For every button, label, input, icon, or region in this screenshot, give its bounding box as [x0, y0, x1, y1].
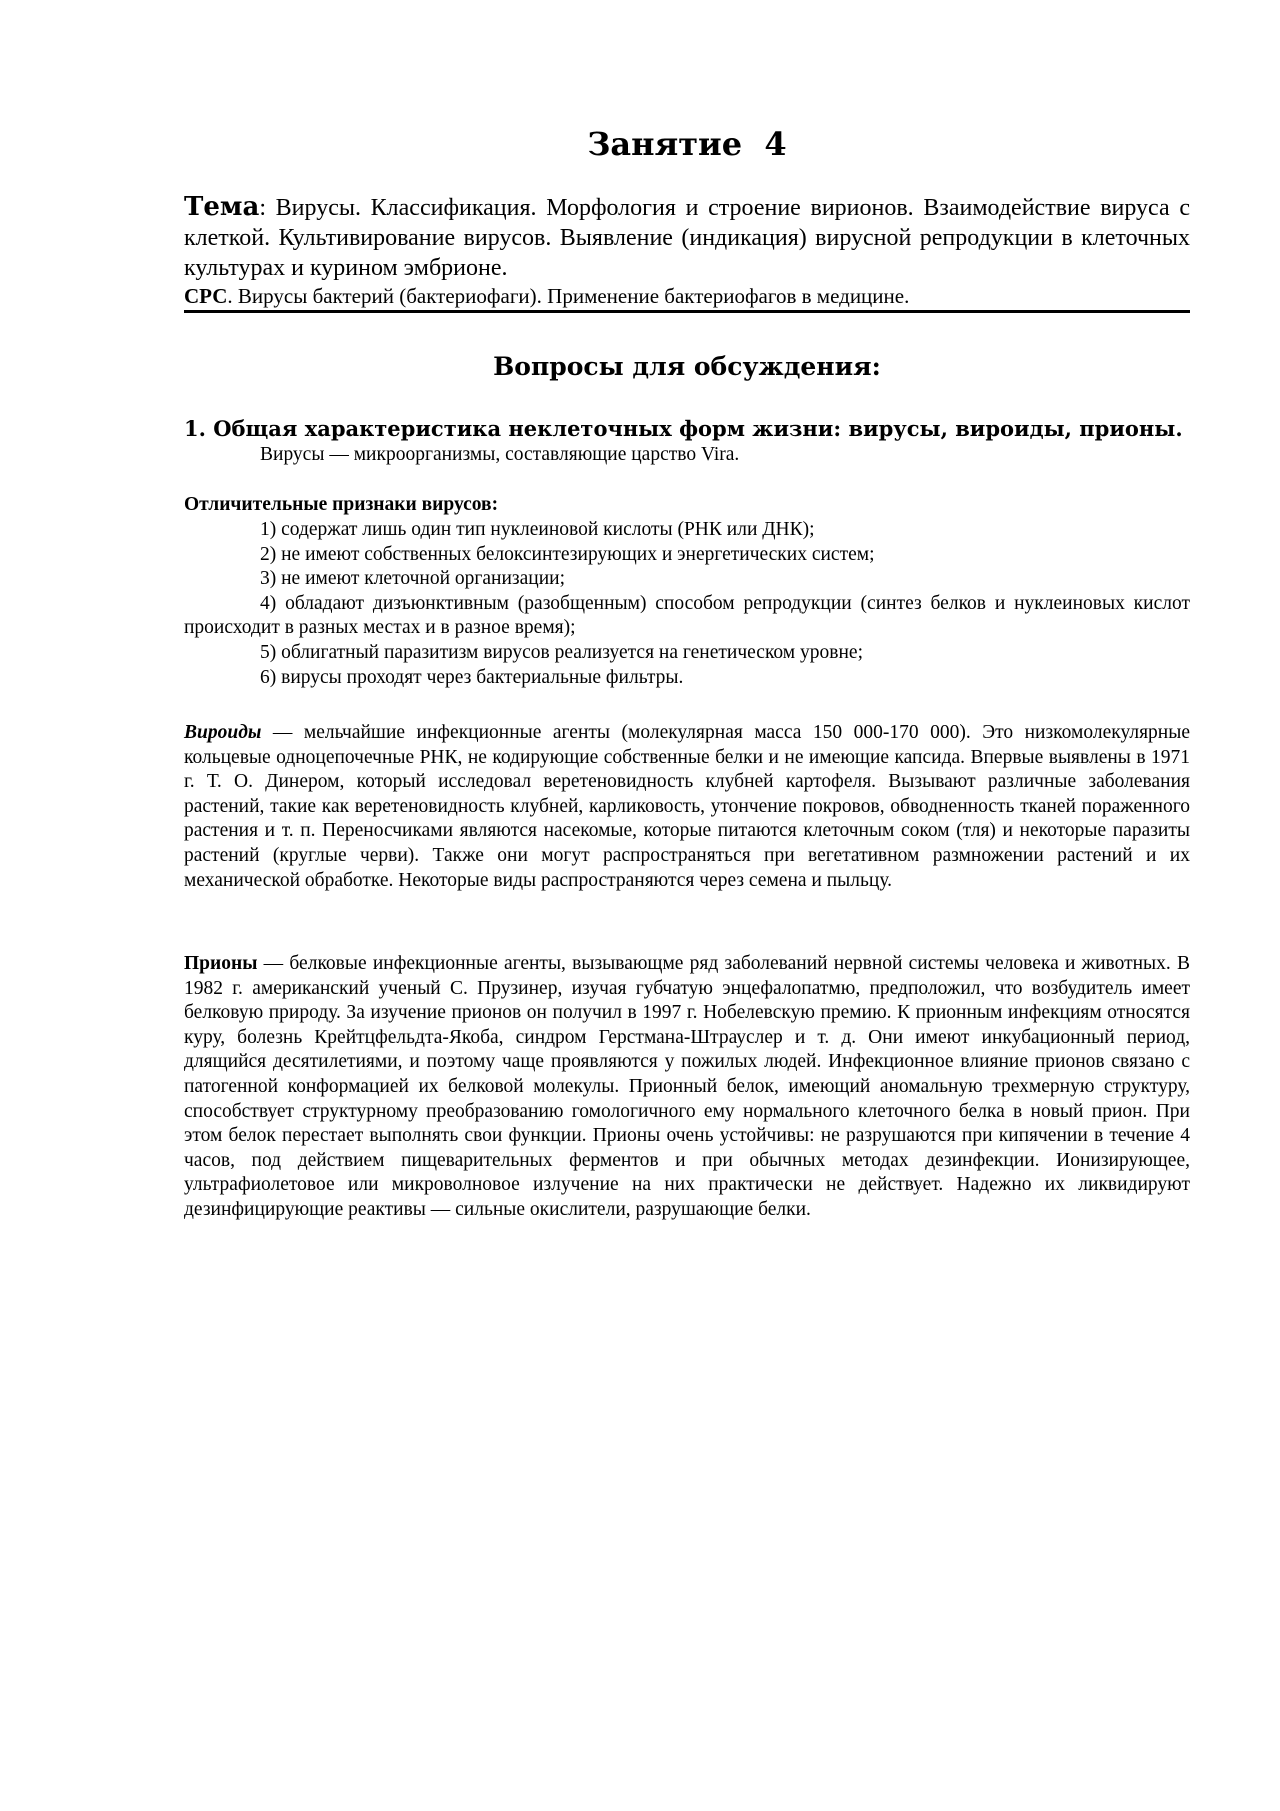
- features-list: [184, 518, 1190, 690]
- srs-label: СРС: [184, 284, 228, 308]
- list-item: 4) обладают дизъюнктивным (разобщенным) способом репродукции (синтез белков и нуклеиновых кислот происходит в разных местах и в разное время);: [184, 592, 1190, 639]
- viroids-paragraph: [184, 721, 1190, 893]
- list-item: 2) не имеют собственных белоксинтезирующих и энергетических систем;: [260, 543, 875, 565]
- viroids-text: — мельчайшие инфекционные агенты (молекулярная масса 150 000-170 000). Это низкомолекулярные кольцевые одноцепочечные РНК, не кодирующие собственные белки и не имеющие капсида. Впервые выявлены в 1971 г. Т. О. Динером, который исследовал веретеновидность клубней картофеля. Вызывают различные заболевания растений, такие как веретеновидность клубней, карликовость, утончение покровов, обводненность тканей пораженного растения и т. п. Переносчиками являются насекомые, которые питаются клеточным соком (тля) и некоторые паразиты растений (круглые черви). Также они могут распространяться при вегетативном размножении растений и их механической обработке. Некоторые виды распространяются через семена и пыльцу.: [184, 722, 1190, 891]
- viruses-definition: Вирусы — микроорганизмы, составляющие царство Vira.: [260, 444, 740, 465]
- questions-heading: Вопросы для обсуждения:: [493, 352, 881, 381]
- section-divider: [184, 310, 1190, 313]
- topic-text: : Вирусы. Классификация. Морфология и строение вирионов. Взаимодействие вируса с клеткой. Культивирование вирусов. Выявление (индикация) вирусной репродукции в клеточных культурах и курином эмбрионе.: [184, 195, 1190, 281]
- topic-paragraph: [184, 192, 1190, 283]
- srs-paragraph: [184, 283, 1190, 309]
- viroids-term: Вироиды: [184, 722, 262, 743]
- lesson-title: Занятие 4: [587, 125, 787, 163]
- prions-text: — белковые инфекционные агенты, вызывающме ряд заболеваний нервной системы человека и животных. В 1982 г. американский ученый С. Прузинер, изучая губчатую энцефалопатмю, предположил, что возбудитель имеет белковую природу. За изучение прионов он получил в 1997 г. Нобелевскую премию. К прионным инфекциям относятся куру, болезнь Крейтцфельдта-Якоба, синдром Герстмана-Штрауслер и т. д. Они имеют инкубационный период, длящийся десятилетиями, и поэтому чаще проявляются у пожилых людей. Инфекционное влияние прионов связано с патогенной конформацией их белковой молекулы. Прионный белок, имеющий аномальную трехмерную структуру, способствует структурному преобразованию гомологичного ему нормального клеточного белка в новый прион. При этом белок перестает выполнять свои функции. Прионы очень устойчивы: не разрушаются при кипячении в течение 4 часов, под действием пищеварительных ферментов и при обычных методах дезинфекции. Ионизирующее, ультрафиолетовое или микроволновое излучение на них практически не действует. Надежно их ликвидируют дезинфицирующие реактивы — сильные окислители, разрушающие белки.: [184, 953, 1190, 1220]
- features-heading: Отличительные признаки вирусов:: [184, 494, 499, 515]
- list-item: 3) не имеют клеточной организации;: [260, 568, 566, 590]
- question-1-title: 1. Общая характеристика неклеточных форм жизни: вирусы, вироиды, прионы.: [184, 416, 1183, 441]
- prions-term: Прионы: [184, 953, 258, 974]
- list-item: 5) облигатный паразитизм вирусов реализуется на генетическом уровне;: [260, 641, 863, 663]
- topic-label: Тема: [184, 192, 260, 222]
- list-item: 1) содержат лишь один тип нуклеиновой кислоты (РНК или ДНК);: [260, 519, 815, 540]
- prions-paragraph: [184, 952, 1190, 1223]
- list-item: 6) вирусы проходят через бактериальные фильтры.: [260, 666, 684, 688]
- srs-text: . Вирусы бактерий (бактериофаги). Применение бактериофагов в медицине.: [227, 284, 910, 308]
